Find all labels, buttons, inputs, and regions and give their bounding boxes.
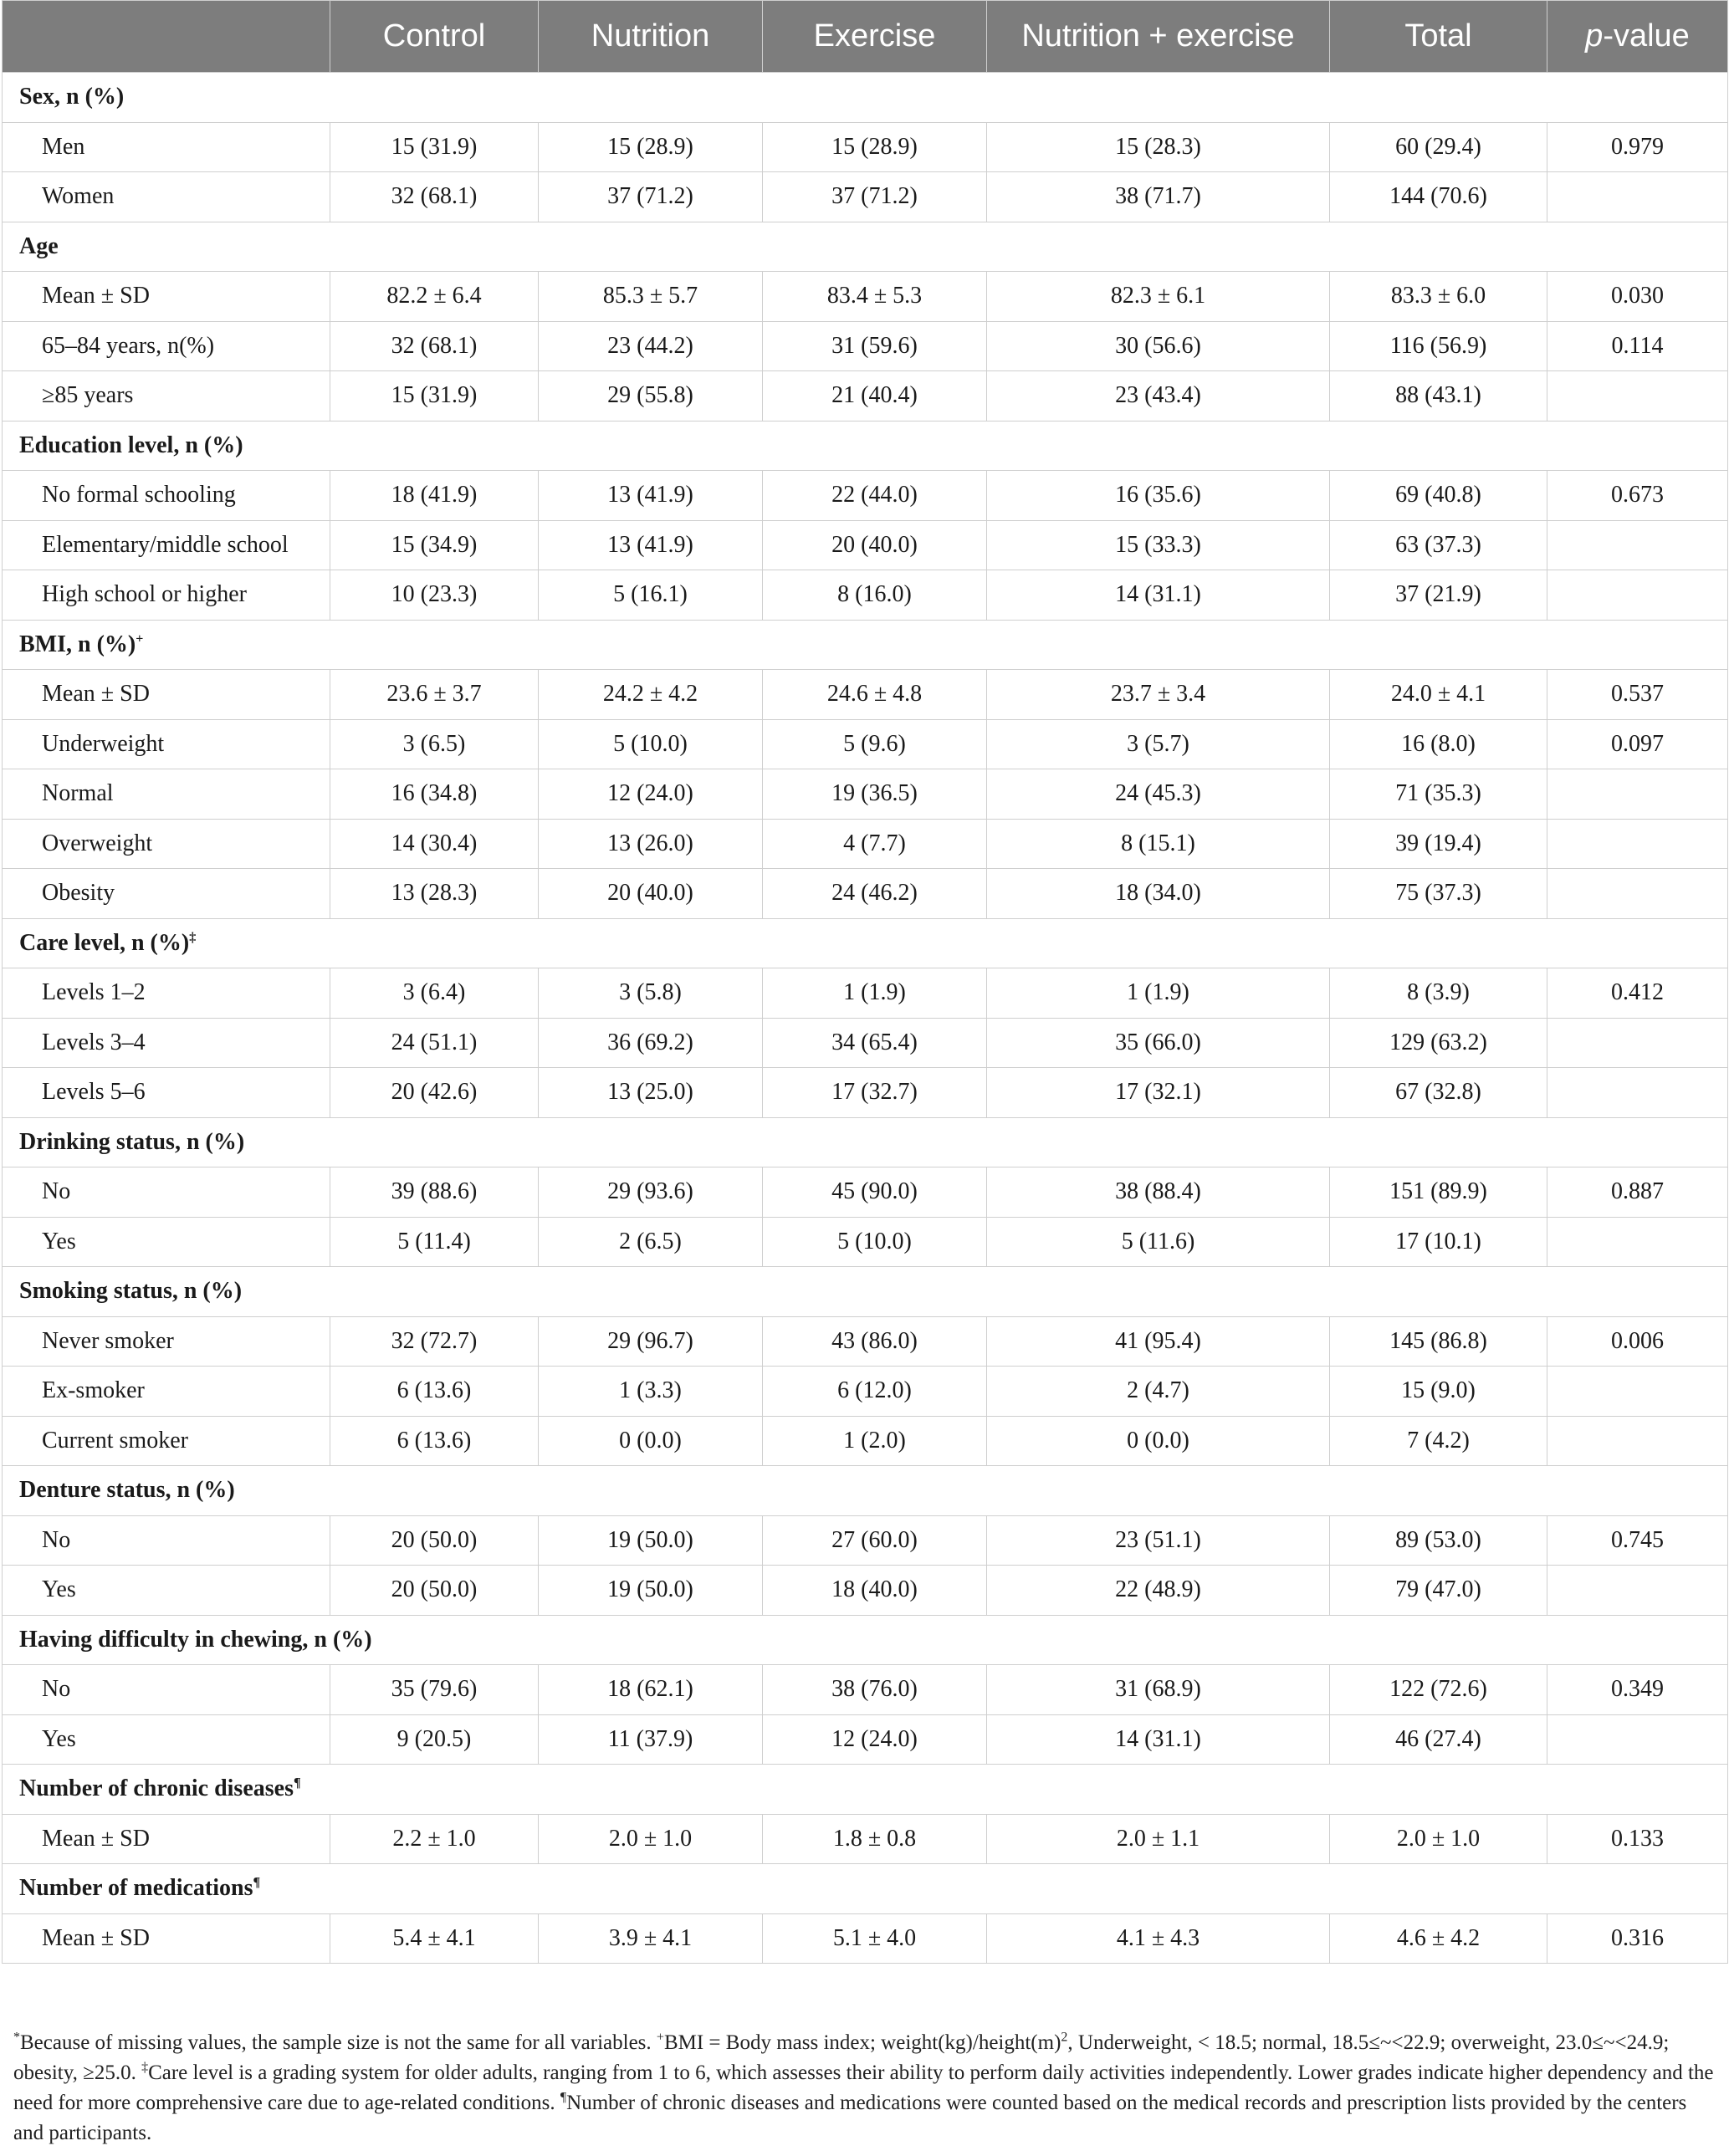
- cell-exercise: 17 (32.7): [763, 1068, 987, 1118]
- cell-control: 10 (23.3): [330, 570, 539, 621]
- cell-nutrition-exercise: 22 (48.9): [987, 1566, 1330, 1616]
- cell-nutrition-exercise: 35 (66.0): [987, 1018, 1330, 1068]
- cell-nutrition-exercise: 2 (4.7): [987, 1367, 1330, 1417]
- cell-total: 79 (47.0): [1330, 1566, 1547, 1616]
- table-row: [3, 1814, 1728, 1864]
- footnote-dagger-mark: ‡: [141, 2060, 149, 2075]
- cell-exercise: 1 (2.0): [763, 1416, 987, 1466]
- cell-exercise: 43 (86.0): [763, 1316, 987, 1367]
- header-nutrition: Nutrition: [539, 1, 763, 73]
- section-title-cell: [3, 1466, 1728, 1516]
- cell-p-value: 0.887: [1547, 1167, 1728, 1218]
- cell-nutrition-exercise: 14 (31.1): [987, 1714, 1330, 1765]
- header-total: Total: [1330, 1, 1547, 73]
- row-label: Levels 5–6: [3, 1068, 330, 1118]
- cell-nutrition: 1 (3.3): [539, 1367, 763, 1417]
- cell-p-value: 0.349: [1547, 1665, 1728, 1715]
- row-label: No: [3, 1665, 330, 1715]
- baseline-characteristics-table: [2, 0, 1728, 1964]
- cell-p-value: [1547, 1018, 1728, 1068]
- row-label: 65–84 years, n(%): [3, 321, 330, 371]
- cell-nutrition: 29 (55.8): [539, 371, 763, 421]
- cell-p-value: 0.030: [1547, 272, 1728, 322]
- row-label: ≥85 years: [3, 371, 330, 421]
- table-row: [3, 1018, 1728, 1068]
- cell-exercise: 45 (90.0): [763, 1167, 987, 1218]
- section-header-row: [3, 1117, 1728, 1167]
- table-footnote: [13, 2028, 1720, 2148]
- section-header-row: [3, 620, 1728, 670]
- cell-p-value: 0.097: [1547, 719, 1728, 769]
- cell-nutrition-exercise: 14 (31.1): [987, 570, 1330, 621]
- cell-nutrition-exercise: 16 (35.6): [987, 471, 1330, 521]
- table-row: [3, 1217, 1728, 1267]
- cell-nutrition-exercise: 24 (45.3): [987, 769, 1330, 820]
- cell-nutrition-exercise: 1 (1.9): [987, 968, 1330, 1019]
- cell-total: 7 (4.2): [1330, 1416, 1547, 1466]
- cell-control: 15 (31.9): [330, 371, 539, 421]
- cell-p-value: [1547, 1068, 1728, 1118]
- cell-nutrition-exercise: 38 (88.4): [987, 1167, 1330, 1218]
- table-row: [3, 520, 1728, 570]
- cell-control: 24 (51.1): [330, 1018, 539, 1068]
- cell-total: 63 (37.3): [1330, 520, 1547, 570]
- cell-nutrition-exercise: 8 (15.1): [987, 819, 1330, 869]
- cell-nutrition-exercise: 41 (95.4): [987, 1316, 1330, 1367]
- table-row: [3, 570, 1728, 621]
- row-label: Mean ± SD: [3, 1913, 330, 1964]
- cell-total: 2.0 ± 1.0: [1330, 1814, 1547, 1864]
- section-title: Care level, n (%): [19, 929, 190, 956]
- table-row: [3, 968, 1728, 1019]
- cell-p-value: 0.316: [1547, 1913, 1728, 1964]
- section-title: BMI, n (%): [19, 631, 136, 657]
- cell-control: 15 (34.9): [330, 520, 539, 570]
- footnote-star-mark: *: [13, 2030, 20, 2045]
- cell-total: 39 (19.4): [1330, 819, 1547, 869]
- cell-p-value: [1547, 172, 1728, 222]
- row-label: Ex-smoker: [3, 1367, 330, 1417]
- section-title-cell: [3, 1117, 1728, 1167]
- row-label: Levels 1–2: [3, 968, 330, 1019]
- cell-p-value: [1547, 371, 1728, 421]
- cell-p-value: 0.673: [1547, 471, 1728, 521]
- row-label: Overweight: [3, 819, 330, 869]
- cell-control: 6 (13.6): [330, 1367, 539, 1417]
- table-body: [3, 73, 1728, 1964]
- section-title-cell: [3, 918, 1728, 968]
- cell-nutrition: 13 (41.9): [539, 520, 763, 570]
- table-row: [3, 1367, 1728, 1417]
- cell-p-value: 0.745: [1547, 1515, 1728, 1566]
- cell-exercise: 1 (1.9): [763, 968, 987, 1019]
- cell-total: 17 (10.1): [1330, 1217, 1547, 1267]
- section-title-cell: [3, 73, 1728, 123]
- row-label: Yes: [3, 1217, 330, 1267]
- cell-nutrition-exercise: 3 (5.7): [987, 719, 1330, 769]
- cell-nutrition: 85.3 ± 5.7: [539, 272, 763, 322]
- cell-nutrition: 23 (44.2): [539, 321, 763, 371]
- section-title-cell: [3, 222, 1728, 272]
- cell-total: 71 (35.3): [1330, 769, 1547, 820]
- cell-control: 32 (68.1): [330, 321, 539, 371]
- cell-p-value: 0.537: [1547, 670, 1728, 720]
- table-row: [3, 1167, 1728, 1218]
- cell-total: 89 (53.0): [1330, 1515, 1547, 1566]
- cell-nutrition-exercise: 38 (71.7): [987, 172, 1330, 222]
- row-label: Levels 3–4: [3, 1018, 330, 1068]
- cell-nutrition: 19 (50.0): [539, 1566, 763, 1616]
- cell-total: 151 (89.9): [1330, 1167, 1547, 1218]
- cell-total: 46 (27.4): [1330, 1714, 1547, 1765]
- cell-nutrition: 19 (50.0): [539, 1515, 763, 1566]
- header-exercise: Exercise: [763, 1, 987, 73]
- cell-total: 75 (37.3): [1330, 869, 1547, 919]
- cell-control: 20 (42.6): [330, 1068, 539, 1118]
- table-row: [3, 1068, 1728, 1118]
- cell-exercise: 83.4 ± 5.3: [763, 272, 987, 322]
- header-p-value: [1547, 1, 1728, 73]
- cell-exercise: 15 (28.9): [763, 122, 987, 172]
- table-row: [3, 670, 1728, 720]
- cell-nutrition-exercise: 4.1 ± 4.3: [987, 1913, 1330, 1964]
- section-title-cell: [3, 1615, 1728, 1665]
- table-row: [3, 172, 1728, 222]
- table-row: [3, 1913, 1728, 1964]
- table-header-row: [3, 1, 1728, 73]
- cell-nutrition: 5 (16.1): [539, 570, 763, 621]
- cell-total: 8 (3.9): [1330, 968, 1547, 1019]
- cell-total: 145 (86.8): [1330, 1316, 1547, 1367]
- footnote-bmi-def: BMI = Body mass index; weight(kg)/height(m): [663, 2031, 1061, 2054]
- row-label: No: [3, 1167, 330, 1218]
- cell-control: 3 (6.5): [330, 719, 539, 769]
- cell-p-value: [1547, 1714, 1728, 1765]
- cell-exercise: 34 (65.4): [763, 1018, 987, 1068]
- section-footnote-mark: +: [136, 631, 144, 646]
- row-label: Underweight: [3, 719, 330, 769]
- cell-nutrition-exercise: 5 (11.6): [987, 1217, 1330, 1267]
- table-row: [3, 1515, 1728, 1566]
- cell-exercise: 31 (59.6): [763, 321, 987, 371]
- footnote-missing-values: Because of missing values, the sample size is not the same for all variables.: [20, 2031, 657, 2054]
- row-label: Current smoker: [3, 1416, 330, 1466]
- table-row: [3, 1714, 1728, 1765]
- row-label: Women: [3, 172, 330, 222]
- cell-control: 5 (11.4): [330, 1217, 539, 1267]
- section-title: Drinking status, n (%): [19, 1128, 245, 1155]
- cell-exercise: 22 (44.0): [763, 471, 987, 521]
- row-label: High school or higher: [3, 570, 330, 621]
- cell-nutrition: 3 (5.8): [539, 968, 763, 1019]
- cell-exercise: 8 (16.0): [763, 570, 987, 621]
- cell-control: 5.4 ± 4.1: [330, 1913, 539, 1964]
- cell-nutrition: 37 (71.2): [539, 172, 763, 222]
- row-label: Mean ± SD: [3, 1814, 330, 1864]
- cell-control: 15 (31.9): [330, 122, 539, 172]
- table-row: [3, 1566, 1728, 1616]
- section-header-row: [3, 1615, 1728, 1665]
- row-label: Elementary/middle school: [3, 520, 330, 570]
- cell-nutrition: 11 (37.9): [539, 1714, 763, 1765]
- cell-nutrition-exercise: 23.7 ± 3.4: [987, 670, 1330, 720]
- cell-exercise: 27 (60.0): [763, 1515, 987, 1566]
- cell-nutrition-exercise: 18 (34.0): [987, 869, 1330, 919]
- cell-control: 16 (34.8): [330, 769, 539, 820]
- cell-total: 4.6 ± 4.2: [1330, 1913, 1547, 1964]
- cell-nutrition-exercise: 17 (32.1): [987, 1068, 1330, 1118]
- cell-p-value: [1547, 1367, 1728, 1417]
- header-blank: [3, 1, 330, 73]
- cell-control: 20 (50.0): [330, 1515, 539, 1566]
- cell-nutrition-exercise: 23 (51.1): [987, 1515, 1330, 1566]
- cell-exercise: 24.6 ± 4.8: [763, 670, 987, 720]
- section-title-cell: [3, 620, 1728, 670]
- section-header-row: [3, 1765, 1728, 1815]
- cell-control: 3 (6.4): [330, 968, 539, 1019]
- section-title: Smoking status, n (%): [19, 1278, 243, 1305]
- footnote-bmi-categories: , Underweight, < 18.5; normal, 18.5≤~<22.9; overweight, 23.0≤~<24.9; obesity, ≥25.0.: [13, 2031, 1670, 2084]
- cell-control: 39 (88.6): [330, 1167, 539, 1218]
- row-label: No: [3, 1515, 330, 1566]
- section-header-row: [3, 1466, 1728, 1516]
- table-row: [3, 719, 1728, 769]
- cell-control: 82.2 ± 6.4: [330, 272, 539, 322]
- cell-exercise: 5.1 ± 4.0: [763, 1913, 987, 1964]
- cell-total: 122 (72.6): [1330, 1665, 1547, 1715]
- footnote-pilcrow-mark: ¶: [560, 2090, 567, 2105]
- section-title: Education level, n (%): [19, 432, 243, 458]
- cell-p-value: [1547, 1416, 1728, 1466]
- cell-nutrition-exercise: 0 (0.0): [987, 1416, 1330, 1466]
- cell-control: 18 (41.9): [330, 471, 539, 521]
- cell-p-value: 0.114: [1547, 321, 1728, 371]
- cell-nutrition: 2.0 ± 1.0: [539, 1814, 763, 1864]
- cell-exercise: 38 (76.0): [763, 1665, 987, 1715]
- cell-nutrition: 18 (62.1): [539, 1665, 763, 1715]
- cell-control: 13 (28.3): [330, 869, 539, 919]
- section-header-row: [3, 73, 1728, 123]
- row-label: No formal schooling: [3, 471, 330, 521]
- section-title: Having difficulty in chewing, n (%): [19, 1626, 372, 1653]
- cell-exercise: 37 (71.2): [763, 172, 987, 222]
- table-row: [3, 819, 1728, 869]
- footnote-care-level: Care level is a grading system for older adults, ranging from 1 to 6, which assesses their ability to perform daily activities independently. Lower grades indicate higher dependency and the need for more comprehensive care due to age-related conditions.: [13, 2061, 1714, 2114]
- cell-control: 6 (13.6): [330, 1416, 539, 1466]
- cell-nutrition: 3.9 ± 4.1: [539, 1913, 763, 1964]
- cell-total: 129 (63.2): [1330, 1018, 1547, 1068]
- section-title-cell: [3, 421, 1728, 471]
- section-header-row: [3, 1267, 1728, 1317]
- footnote-squared: 2: [1061, 2030, 1068, 2045]
- cell-nutrition-exercise: 82.3 ± 6.1: [987, 272, 1330, 322]
- cell-control: 2.2 ± 1.0: [330, 1814, 539, 1864]
- row-label: Yes: [3, 1714, 330, 1765]
- header-nutrition-exercise: Nutrition + exercise: [987, 1, 1330, 73]
- cell-exercise: 1.8 ± 0.8: [763, 1814, 987, 1864]
- cell-total: 69 (40.8): [1330, 471, 1547, 521]
- cell-p-value: [1547, 520, 1728, 570]
- row-label: Normal: [3, 769, 330, 820]
- cell-control: 14 (30.4): [330, 819, 539, 869]
- table-row: [3, 371, 1728, 421]
- section-header-row: [3, 222, 1728, 272]
- cell-exercise: 20 (40.0): [763, 520, 987, 570]
- cell-total: 67 (32.8): [1330, 1068, 1547, 1118]
- section-title-cell: [3, 1864, 1728, 1914]
- cell-nutrition: 13 (25.0): [539, 1068, 763, 1118]
- cell-control: 32 (68.1): [330, 172, 539, 222]
- cell-nutrition-exercise: 30 (56.6): [987, 321, 1330, 371]
- header-control: Control: [330, 1, 539, 73]
- cell-control: 23.6 ± 3.7: [330, 670, 539, 720]
- cell-p-value: 0.006: [1547, 1316, 1728, 1367]
- cell-control: 9 (20.5): [330, 1714, 539, 1765]
- cell-exercise: 12 (24.0): [763, 1714, 987, 1765]
- cell-nutrition: 15 (28.9): [539, 122, 763, 172]
- section-title-cell: [3, 1267, 1728, 1317]
- section-title-cell: [3, 1765, 1728, 1815]
- cell-nutrition: 24.2 ± 4.2: [539, 670, 763, 720]
- cell-p-value: [1547, 570, 1728, 621]
- cell-exercise: 24 (46.2): [763, 869, 987, 919]
- row-label: Never smoker: [3, 1316, 330, 1367]
- cell-p-value: [1547, 869, 1728, 919]
- cell-nutrition-exercise: 31 (68.9): [987, 1665, 1330, 1715]
- cell-nutrition: 13 (26.0): [539, 819, 763, 869]
- cell-control: 20 (50.0): [330, 1566, 539, 1616]
- section-header-row: [3, 1864, 1728, 1914]
- cell-nutrition: 36 (69.2): [539, 1018, 763, 1068]
- row-label: Yes: [3, 1566, 330, 1616]
- section-header-row: [3, 918, 1728, 968]
- cell-p-value: [1547, 1566, 1728, 1616]
- section-title: Number of medications: [19, 1875, 253, 1902]
- section-title: Sex, n (%): [19, 84, 125, 110]
- cell-total: 15 (9.0): [1330, 1367, 1547, 1417]
- cell-nutrition-exercise: 15 (33.3): [987, 520, 1330, 570]
- cell-p-value: [1547, 769, 1728, 820]
- section-footnote-mark: ‡: [189, 930, 197, 945]
- cell-total: 88 (43.1): [1330, 371, 1547, 421]
- cell-total: 83.3 ± 6.0: [1330, 272, 1547, 322]
- cell-control: 35 (79.6): [330, 1665, 539, 1715]
- row-label: Obesity: [3, 869, 330, 919]
- footnote-chronic: Number of chronic diseases and medications were counted based on the medical records and prescription lists provided by the centers and participants.: [13, 2092, 1687, 2144]
- cell-total: 60 (29.4): [1330, 122, 1547, 172]
- cell-p-value: 0.133: [1547, 1814, 1728, 1864]
- cell-p-value: [1547, 819, 1728, 869]
- cell-nutrition-exercise: 2.0 ± 1.1: [987, 1814, 1330, 1864]
- cell-nutrition: 29 (96.7): [539, 1316, 763, 1367]
- cell-p-value: 0.979: [1547, 122, 1728, 172]
- cell-total: 116 (56.9): [1330, 321, 1547, 371]
- cell-control: 32 (72.7): [330, 1316, 539, 1367]
- cell-exercise: 6 (12.0): [763, 1367, 987, 1417]
- section-title: Age: [19, 232, 59, 259]
- table-row: [3, 1665, 1728, 1715]
- header-p-italic: p: [1585, 18, 1604, 54]
- row-label: Mean ± SD: [3, 670, 330, 720]
- cell-p-value: [1547, 1217, 1728, 1267]
- cell-nutrition: 0 (0.0): [539, 1416, 763, 1466]
- table-row: [3, 869, 1728, 919]
- cell-total: 16 (8.0): [1330, 719, 1547, 769]
- cell-p-value: 0.412: [1547, 968, 1728, 1019]
- table-row: [3, 321, 1728, 371]
- cell-total: 37 (21.9): [1330, 570, 1547, 621]
- footnote-plus-mark: +: [656, 2030, 664, 2045]
- cell-exercise: 4 (7.7): [763, 819, 987, 869]
- cell-nutrition-exercise: 15 (28.3): [987, 122, 1330, 172]
- table-row: [3, 272, 1728, 322]
- table-row: [3, 769, 1728, 820]
- cell-exercise: 5 (10.0): [763, 1217, 987, 1267]
- table-row: [3, 471, 1728, 521]
- section-title: Number of chronic diseases: [19, 1775, 294, 1802]
- cell-nutrition: 29 (93.6): [539, 1167, 763, 1218]
- row-label: Men: [3, 122, 330, 172]
- cell-exercise: 21 (40.4): [763, 371, 987, 421]
- row-label: Mean ± SD: [3, 272, 330, 322]
- table-row: [3, 122, 1728, 172]
- cell-nutrition: 20 (40.0): [539, 869, 763, 919]
- cell-total: 24.0 ± 4.1: [1330, 670, 1547, 720]
- cell-exercise: 18 (40.0): [763, 1566, 987, 1616]
- cell-nutrition-exercise: 23 (43.4): [987, 371, 1330, 421]
- cell-nutrition: 5 (10.0): [539, 719, 763, 769]
- header-p-rest: -value: [1603, 18, 1690, 54]
- cell-nutrition: 12 (24.0): [539, 769, 763, 820]
- cell-nutrition: 2 (6.5): [539, 1217, 763, 1267]
- section-footnote-mark: ¶: [253, 1875, 261, 1890]
- section-footnote-mark: ¶: [293, 1775, 301, 1791]
- table-row: [3, 1416, 1728, 1466]
- cell-exercise: 19 (36.5): [763, 769, 987, 820]
- table-row: [3, 1316, 1728, 1367]
- cell-total: 144 (70.6): [1330, 172, 1547, 222]
- section-title: Denture status, n (%): [19, 1477, 235, 1504]
- cell-nutrition: 13 (41.9): [539, 471, 763, 521]
- cell-exercise: 5 (9.6): [763, 719, 987, 769]
- section-header-row: [3, 421, 1728, 471]
